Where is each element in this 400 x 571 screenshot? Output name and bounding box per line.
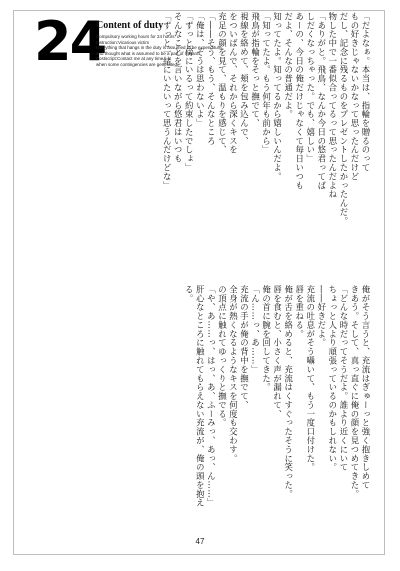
text-column: きあう。そして、真っ直ぐに俺の顔を見つめてきた。 [349,285,360,499]
text-column: しだくなっちゃった。でも、嬉しい」 [305,12,316,164]
text-column: だし、記念に残るものをプレゼントしたかったんだ。 [338,12,349,226]
text-column: だよ、そんなの普通だよ。 [283,12,294,119]
text-column: 充流の吐息がそう囁いて、もう一度口付けた。 [305,285,316,472]
top-text-columns [161,12,371,277]
text-column: 充足の顔を見て、温もりを感じて、 [217,12,228,155]
text-column: をついばんで、それから深くキスを [228,12,239,155]
text-column: 「だよなぁ。本当は、指輪を贈るのって [361,12,371,173]
text-column: る。 [184,285,195,303]
chapter-note-line: Compulsory working hours for 24 hours [96,34,175,39]
text-column: もの好きじゃないかなって思ったんだけど [349,12,360,181]
text-column: 俺が舌を絡めると、充流はくすぐったそうに笑った。 [283,285,294,499]
text-block-top [16,12,371,277]
text-column: ――好きだよ。 [316,285,327,348]
chapter-title: Content of duty [96,20,164,31]
text-column: の頂点に触れてゆっくりと撫でる。 [217,285,228,428]
text-column: そんなことを言いながら悠君はいつも [173,12,184,164]
text-column: 視線を絡めて、頬を包み込んで、 [239,12,250,146]
text-column: 唇を重ねる。 [294,285,305,339]
text-block-bottom [16,285,371,550]
chapter-note-line: Postscript:Contact me at any time [96,56,164,62]
text-column: 「ありがと。飛鳥、なんか今日の悠君ってば [316,12,327,190]
chapter-note-line: Everything that hangs in the duty is assumed to be expenditure, [96,45,223,51]
text-column: 充流の手が俺の背中を撫でて、 [239,285,250,410]
text-column: あーの、今日の俺だけじゃなくて毎日いつも [294,12,305,190]
text-column: 唇を食むと、小さく声が漏れて、 [272,285,283,419]
text-column: 「や、あ……っ、はっ、あ、ふーみっ、あっ、ん……」 [206,285,217,508]
text-column: 肝心なところに触れてもらえない充流が、俺の頭を抱え [195,285,206,508]
text-column: 俺がそう言うと、充流はぎゅーっと強く抱きしめて [361,285,371,490]
text-column: 「ずっと一緒にいたいって思うんだけどな」 [162,12,173,190]
text-column: 物した中で一番似合ってるって思ったんだよね [327,12,338,199]
text-column: 俺の首に腕を回してきた。 [261,285,272,392]
chapter-note-line: Instruction:Vicarious victim [96,39,150,45]
text-column: 全身が熱くなるようなキスを何度も交わす。 [228,285,239,463]
chapter-note-line: when some contingencies are generated. [96,61,179,67]
text-column: 「ん……っ、あ……」 [250,285,261,374]
chapter-number: 24 [34,10,106,73]
text-column: 「ずっと傍にいるって約束したでしょ」 [184,12,195,173]
bottom-text-columns [183,285,371,550]
text-column: 「俺は、そうは思わないよ」 [195,12,206,128]
text-column: 飛鳥が指輪をそっと撫でて、 [250,12,261,128]
text-column: 「――そう、もう、そんなところ [206,12,217,146]
text-column: ちょっと人より頑張っているのかもしれない。 [327,285,338,472]
text-column: 「どんな時だってそうだよ。誰より近くにいて [338,285,349,472]
page-number: 47 [195,537,205,546]
text-column: 「知ってたよ。もう何年も前から」 [261,12,272,155]
text-column: 知ってたよ。知ってるから嬉しいんだよ。 [272,12,283,181]
chapter-note-line: and thought what is assumed to be a part of reward. [96,50,200,56]
